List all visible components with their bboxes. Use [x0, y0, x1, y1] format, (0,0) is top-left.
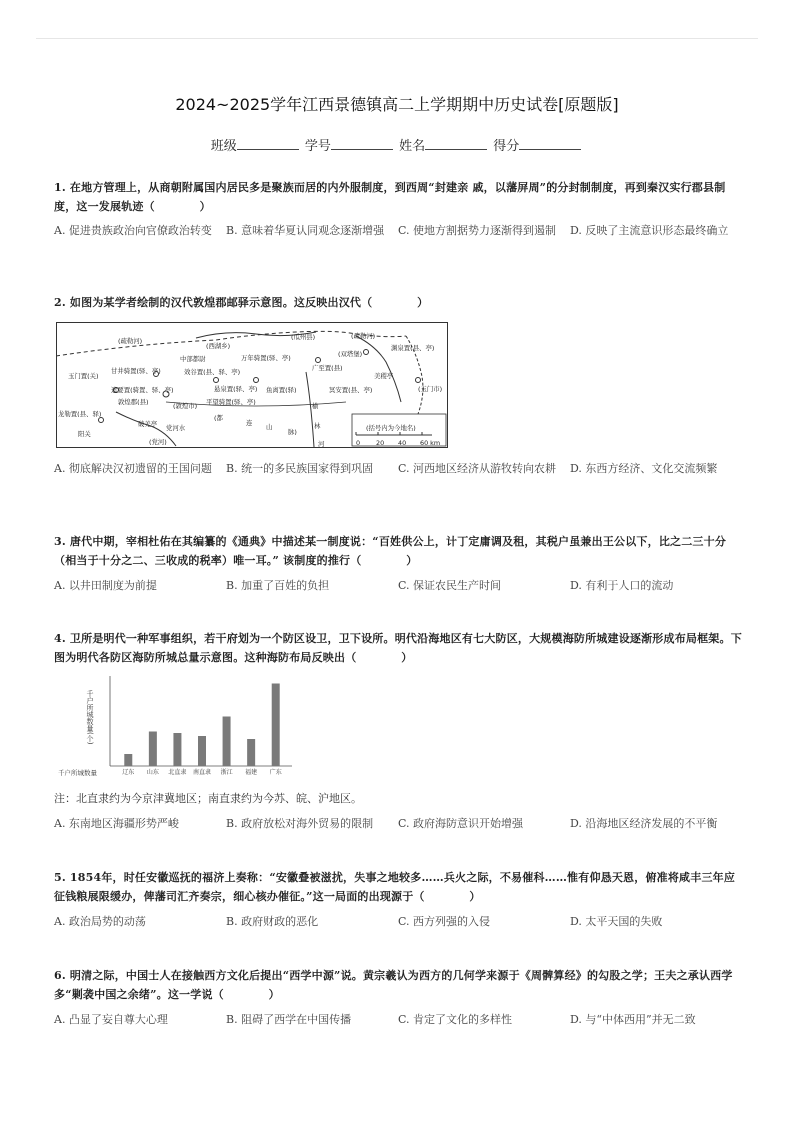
category-label-3: 南直隶	[192, 769, 212, 776]
map-label: 广至置(县)	[312, 364, 343, 372]
question-2-stem: 2. 如图为某学者绘制的汉代敦煌郡邮驿示意图。这反映出汉代（ ）	[54, 296, 429, 309]
name-label: 姓名	[399, 139, 426, 154]
map-label: (疏勒河)	[351, 332, 376, 340]
map-label: (双塔堡)	[338, 350, 363, 358]
q1-option-a[interactable]: A. 促进贵族政治向官僚政治转变	[54, 224, 212, 237]
q4-option-c[interactable]: C. 政府海防意识开始增强	[398, 817, 524, 830]
category-label-6: 广东	[269, 769, 282, 776]
student-id-blank[interactable]	[331, 137, 393, 150]
question-4	[54, 629, 744, 667]
question-5	[54, 868, 744, 906]
name-blank[interactable]	[425, 137, 487, 150]
map-label: 脉)	[288, 428, 297, 436]
q1-option-b[interactable]: B. 意味着华夏认同观念逐渐增强	[226, 224, 385, 237]
map-label: 平望骑置(驿、亭)	[206, 398, 256, 406]
category-label-1: 山东	[146, 769, 159, 776]
map-label: (西湖乡)	[206, 342, 231, 350]
q2-option-a[interactable]: A. 彻底解决汉初遗留的王国问题	[54, 462, 212, 475]
q3-option-d[interactable]: D. 有利于人口的流动	[570, 579, 674, 592]
map-label: 鱼离置(驿)	[266, 386, 297, 394]
map-label: (括号内为今地名)	[366, 424, 416, 432]
map-label: 美稷亭	[374, 372, 394, 380]
map-label: 效谷置(县、驿、亭)	[184, 368, 241, 376]
dunhuang-postal-map	[56, 322, 448, 448]
map-label: 20	[376, 439, 385, 447]
question-6-stem: 6. 明清之际，中国士人在接触西方文化后提出“西学中源”说。黄宗羲认为西方的几何学来源于《周髀算经》的勾股之学；王夫之承认西学多“剿袭中国之余绪”。这一学说（ ）	[54, 969, 733, 1001]
student-info-line	[0, 135, 794, 154]
map-label: 榆	[312, 402, 319, 410]
bar-3	[198, 736, 206, 766]
map-label: 河	[318, 440, 325, 448]
map-label: 龙勒置(县、驿)	[58, 410, 102, 418]
q5-option-d[interactable]: D. 太平天国的失败	[570, 915, 663, 928]
question-5-stem: 5. 1854年，时任安徽巡抚的福济上奏称：“安徽叠被滋扰，失事之地较多……兵火之际，不易催科……惟有仰恳天恩，俯准将咸丰三年应征钱粮展限缓办，俾藩司汇齐奏宗，细心核办催征。”这一局面的出现源于（ ）	[54, 871, 736, 903]
question-1	[54, 178, 744, 216]
map-label: 甘井骑置(驿、亭)	[111, 367, 161, 375]
question-4-note: 注：北直隶约为今京津冀地区；南直隶约为今苏、皖、沪地区。	[54, 792, 362, 805]
map-labels	[58, 331, 442, 448]
q3-option-a[interactable]: A. 以井田制度为前提	[54, 579, 157, 592]
question-3-stem: 3. 唐代中期，宰相杜佑在其编纂的《通典》中描述某一制度说：“百姓供公上，计丁定庸调及租，其税户虽兼出王公以下，比之二三十分（相当于十分之二、三收成的税率）唯一耳。” 该制度的推行（ ）	[54, 535, 727, 567]
map-label: 连	[246, 419, 253, 427]
map-label: 破羌亭	[138, 420, 158, 428]
bar-6	[272, 684, 280, 767]
q2-option-c[interactable]: C. 河西地区经济从游牧转向农耕	[398, 462, 557, 475]
q5-option-a[interactable]: A. 政治局势的动荡	[54, 915, 146, 928]
q4-option-a[interactable]: A. 东南地区海疆形势严峻	[54, 817, 179, 830]
y-axis-label: 千户所城数量(个)	[86, 690, 94, 745]
map-label: 玉门置(关)	[68, 372, 99, 380]
map-label: (敦煌市)	[173, 402, 198, 410]
category-label-0: 辽东	[122, 769, 135, 776]
q1-option-c[interactable]: C. 使地方割据势力逐渐得到遏制	[398, 224, 557, 237]
map-label: 党河水	[166, 424, 186, 432]
q5-option-b[interactable]: B. 政府财政的恶化	[226, 915, 319, 928]
bar-4	[223, 717, 231, 767]
q4-option-d[interactable]: D. 沿海地区经济发展的不平衡	[570, 817, 718, 830]
question-3	[54, 532, 744, 570]
map-label: 阳关	[78, 430, 91, 438]
q6-option-b[interactable]: B. 阻碍了西学在中国传播	[226, 1013, 352, 1026]
class-blank[interactable]	[237, 137, 299, 150]
category-label-2: 北直隶	[168, 769, 187, 776]
map-label: (疏勒河)	[118, 337, 143, 345]
map-label: 渊泉置(县、亭)	[391, 344, 435, 352]
map-label: 林	[314, 422, 321, 430]
header-rule	[36, 38, 758, 39]
page-title: 2024~2025学年江西景德镇高二上学期期中历史试卷[原题版]	[175, 95, 619, 114]
q2-option-d[interactable]: D. 东西方经济、文化交流频繁	[570, 462, 718, 475]
map-label: 60 km	[420, 439, 441, 447]
student-id-label: 学号	[304, 139, 331, 154]
bar-0	[124, 754, 132, 766]
map-label: 冥安置(县、亭)	[329, 386, 373, 394]
q1-option-d[interactable]: D. 反映了主流意识形态最终确立	[570, 224, 729, 237]
class-label: 班级	[210, 139, 237, 154]
q6-option-a[interactable]: A. 凸显了妄自尊大心理	[54, 1013, 168, 1026]
map-label: 遮要置(骑置、驿、亭)	[111, 386, 174, 394]
q4-option-b[interactable]: B. 政府放松对海外贸易的限制	[226, 817, 374, 830]
question-4-stem: 4. 卫所是明代一种军事组织，若干府划为一个防区设卫，卫下设所。明代沿海地区有七大防区，大规模海防所城建设逐渐形成布局框架。下图为明代各防区海防所城总量示意图。这种海防布局反映出（ ）	[54, 632, 742, 664]
map-label: (瓜州县)	[291, 333, 316, 341]
map-label: 40	[398, 439, 407, 447]
q2-option-b[interactable]: B. 统一的多民族国家得到巩固	[226, 462, 374, 475]
x-axis-label: 千户所城数量	[58, 769, 97, 777]
map-label: 中部都尉	[180, 355, 206, 363]
category-label-5: 福建	[245, 769, 258, 776]
map-label: 敦煌郡(县)	[118, 398, 149, 406]
score-blank[interactable]	[519, 137, 581, 150]
q3-option-b[interactable]: B. 加重了百姓的负担	[226, 579, 330, 592]
score-label: 得分	[493, 139, 520, 154]
category-label-4: 浙江	[220, 769, 233, 776]
bar-2	[173, 733, 181, 766]
question-1-stem: 1. 在地方管理上，从商朝附属国内居民多是聚族而居的内外服制度，到西周“封建亲 戚，以藩屏周”的分封制制度，再到秦汉实行郡县制度，这一发展轨迹（ ）	[54, 181, 726, 213]
q5-option-c[interactable]: C. 西方列强的入侵	[398, 915, 491, 928]
q6-option-d[interactable]: D. 与“中体西用”并无二致	[570, 1013, 696, 1026]
map-label: 0	[356, 439, 361, 447]
map-label: 山	[266, 423, 273, 431]
q3-option-c[interactable]: C. 保证农民生产时间	[398, 579, 502, 592]
map-label: (玉门市)	[418, 385, 443, 393]
bar-1	[149, 732, 157, 767]
bar-series	[122, 684, 281, 777]
map-label: (党河)	[149, 438, 167, 446]
q6-option-c[interactable]: C. 肯定了文化的多样性	[398, 1013, 513, 1026]
map-label: 悬泉置(驿、亭)	[214, 385, 258, 393]
map-label: (都	[214, 414, 223, 422]
question-6	[54, 966, 744, 1004]
question-2	[54, 293, 744, 312]
bar-5	[247, 739, 255, 766]
defense-city-bar-chart	[56, 672, 296, 780]
map-label: 万年骑置(驿、亭)	[241, 354, 291, 362]
